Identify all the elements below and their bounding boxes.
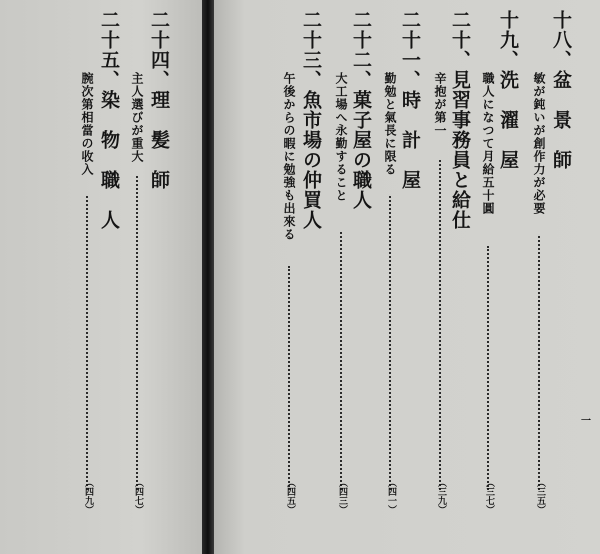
dot-leader: [86, 196, 88, 490]
dot-leader: [439, 160, 441, 490]
page-number: （三五）: [535, 478, 545, 514]
entry-subtitle: 敏が鈍いが創作力が必要: [532, 72, 546, 215]
page-number: （三七）: [484, 478, 494, 514]
page-number: （四九）: [83, 478, 93, 514]
entry-subtitle: 勤勉と氣長に限る: [383, 72, 397, 176]
toc-entry-24: [130, 0, 178, 554]
margin-mark: 一: [581, 416, 591, 427]
toc-entry-18: [532, 0, 574, 554]
entry-subtitle: 辛抱が第一: [433, 72, 447, 137]
entry-heading: 二十五、染 物 職 人: [98, 10, 120, 230]
entry-heading: 十八、盆 景 師: [550, 10, 572, 170]
dot-leader: [340, 232, 342, 490]
entry-heading: 二十三、魚市場の仲買人: [300, 10, 322, 230]
dot-leader: [136, 176, 138, 490]
page-number: （四三）: [337, 478, 347, 514]
dot-leader: [389, 196, 391, 490]
page-number: （三九）: [436, 478, 446, 514]
entry-subtitle: 主人選びが重大: [130, 72, 144, 163]
entry-subtitle: 午後からの暇に勉強も出來る: [282, 72, 296, 241]
entry-heading: 二十四、理 髪 師: [148, 10, 170, 190]
entry-heading: 二十一、時 計 屋: [399, 10, 421, 190]
toc-entry-20: [433, 0, 479, 554]
dot-leader: [538, 236, 540, 490]
dot-leader: [487, 246, 489, 490]
toc-entry-22: [334, 0, 380, 554]
toc-entry-19: [481, 0, 525, 554]
dot-leader: [288, 266, 290, 490]
page-number: （四一）: [386, 478, 396, 514]
page-number: （四五）: [285, 478, 295, 514]
toc-entry-25: [80, 0, 128, 554]
entry-heading: 二十、見習事務員と給仕: [449, 10, 471, 230]
entry-subtitle: 腕次第相當の收入: [80, 72, 94, 176]
entry-heading: 十九、洗 濯 屋: [497, 10, 519, 170]
page-number: （四七）: [133, 478, 143, 514]
book-gutter: [202, 0, 214, 554]
entry-subtitle: 職人になつて月給五十圓: [481, 72, 495, 215]
entry-heading: 二十二、菓子屋の職人: [350, 10, 372, 210]
toc-entry-23: [282, 0, 330, 554]
entry-subtitle: 大工場へ永勤すること: [334, 72, 348, 202]
toc-entry-21: [383, 0, 429, 554]
